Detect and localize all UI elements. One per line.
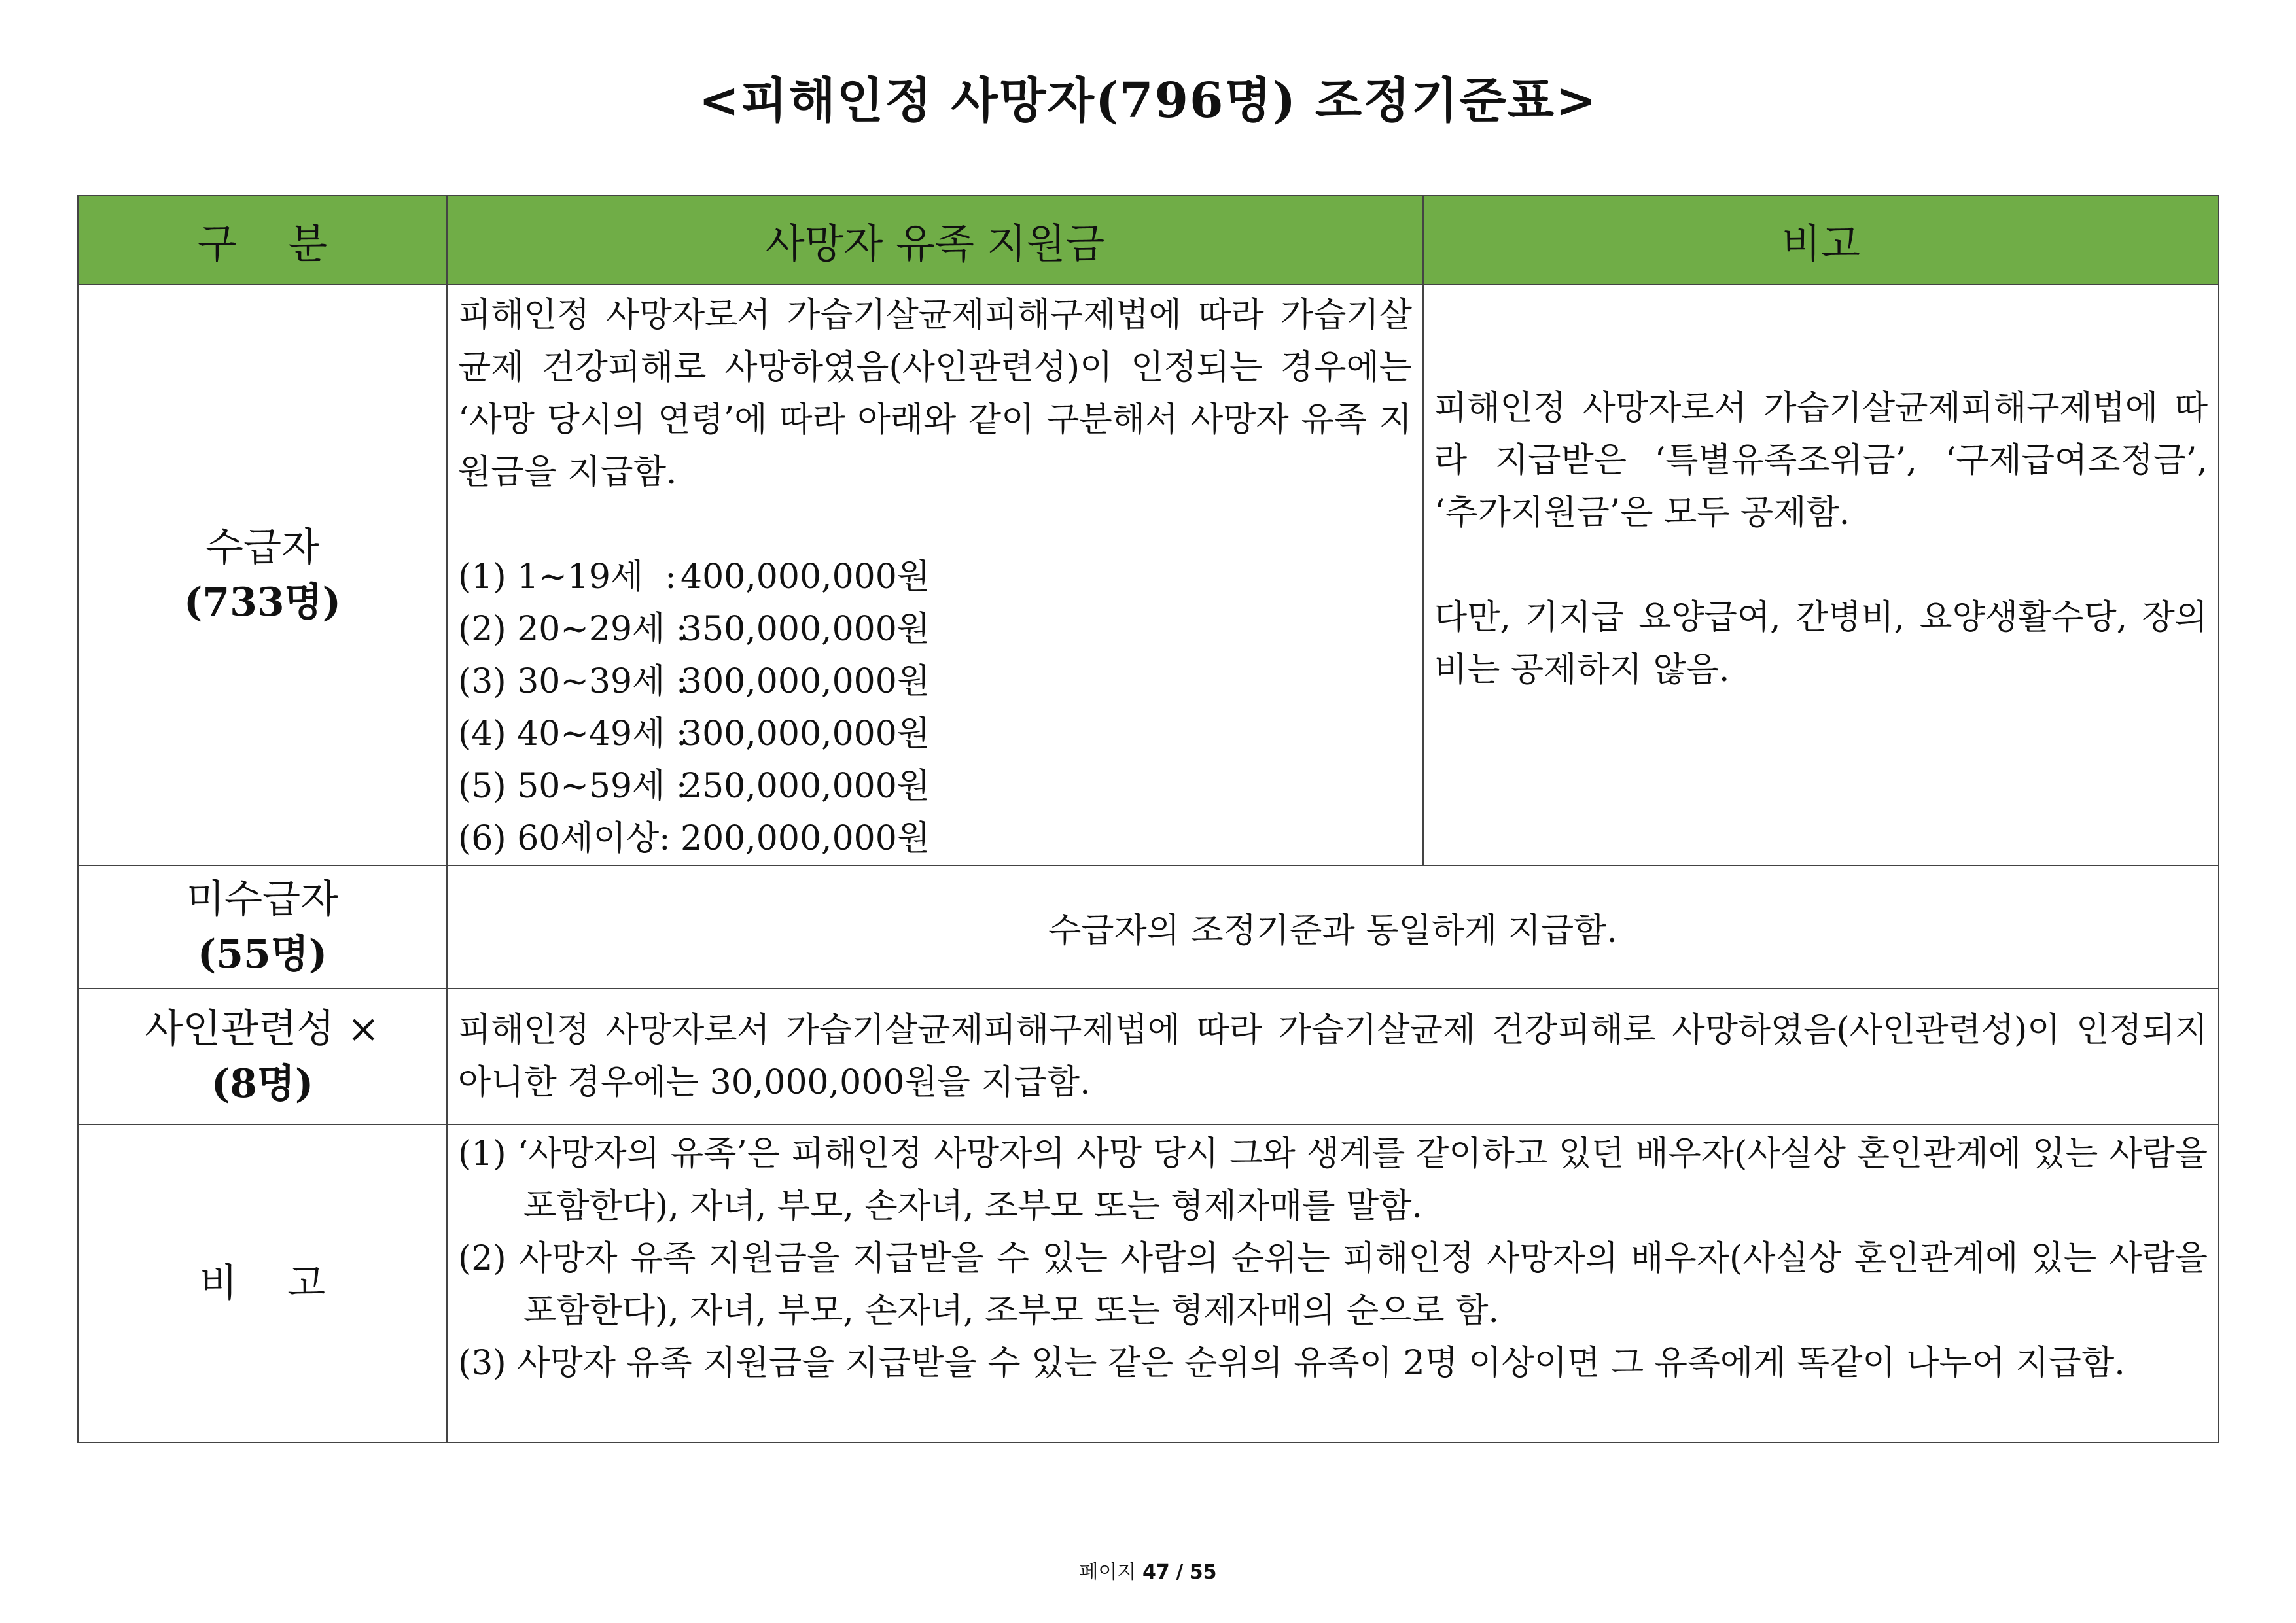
table-row-no-causality (78, 988, 2219, 1125)
note-item-3: (3) 사망자 유족 지원금을 지급받을 수 있는 같은 순위의 유족이 2명 이상이면 그 유족에게 똑같이 나누어 지급함. (458, 1344, 2125, 1383)
recipient-remark-1: 피해인정 사망자로서 가습기살균제피해구제법에 따라 지급받은 ‘특별유족조위금’, ‘구제급여조정금’, ‘추가지원금’은 모두 공제함. (1434, 389, 2208, 532)
amount-age-4: (4) 40~49세 : (458, 714, 688, 754)
recipient-label-cell (78, 285, 447, 865)
amount-age-2: (2) 20~29세 : (458, 610, 688, 649)
amount-age-6: (6) 60세이상: (458, 819, 671, 858)
total-pages: 55 (1189, 1561, 1217, 1584)
recipient-label: 수급자 (205, 525, 319, 570)
notes-label: 비 고 (199, 1261, 326, 1306)
amount-value-2: 350,000,000원 (680, 610, 930, 649)
amount-age-1: (1) 1~19세 : (458, 557, 677, 597)
page-separator: / (1176, 1561, 1184, 1584)
recipient-remark-cell (1423, 285, 2219, 865)
amount-value-5: 250,000,000원 (680, 767, 930, 806)
non-recipient-text: 수급자의 조정기준과 동일하게 지급함. (447, 865, 2219, 988)
non-recipient-count: (55명) (197, 932, 328, 977)
page-label: 페이지 (1079, 1561, 1137, 1584)
note-item-2: (2) 사망자 유족 지원금을 지급받을 수 있는 사람의 순위는 피해인정 사망자의 배우자(사실상 혼인관계에 있는 사람을 포함한다), 자녀, 부모, 손자녀, 조부모 또는 형제자매의 순으로 함. (458, 1239, 2208, 1331)
table-row-non-recipient (78, 865, 2219, 988)
notes-label-cell (78, 1125, 447, 1442)
current-page: 47 (1142, 1561, 1170, 1584)
amount-age-5: (5) 50~59세 : (458, 767, 688, 806)
table-header-row (78, 196, 2219, 285)
amount-value-4: 300,000,000원 (680, 714, 930, 754)
amount-value-3: 300,000,000원 (680, 662, 930, 701)
non-recipient-label: 미수급자 (186, 877, 338, 922)
no-causality-label-cell (78, 988, 447, 1125)
page-title: <피해인정 사망자(796명) 조정기준표> (698, 73, 1598, 129)
amount-value-6: 200,000,000원 (680, 819, 930, 858)
note-item-1: (1) ‘사망자의 유족’은 피해인정 사망자의 사망 당시 그와 생계를 같이하고 있던 배우자(사실상 혼인관계에 있는 사람을 포함한다), 자녀, 부모, 손자녀, 조부모 또는 형제자매를 말함. (458, 1134, 2208, 1226)
recipient-intro: 피해인정 사망자로서 가습기살균제피해구제법에 따라 가습기살균제 건강피해로 사망하였음(사인관련성)이 인정되는 경우에는 ‘사망 당시의 연령’에 따라 아래와 같이 구분해서 사망자 유족 지원금을 지급함. (458, 296, 1412, 492)
non-recipient-label-cell (78, 865, 447, 988)
recipient-support-cell (447, 285, 1423, 865)
no-causality-label: 사인관련성 × (145, 1006, 380, 1052)
no-causality-count: (8명) (211, 1061, 314, 1107)
amount-age-3: (3) 30~39세 : (458, 662, 688, 701)
table-row-recipient (78, 285, 2219, 865)
no-causality-text: 피해인정 사망자로서 가습기살균제피해구제법에 따라 가습기살균제 건강피해로 사망하였음(사인관련성)이 인정되지 아니한 경우에는 30,000,000원을 지급함. (447, 988, 2219, 1125)
recipient-remark-2: 다만, 기지급 요양급여, 간병비, 요양생활수당, 장의비는 공제하지 않음. (1434, 598, 2208, 689)
header-category: 구 분 (78, 196, 447, 285)
page-footer (0, 1556, 2296, 1584)
header-support: 사망자 유족 지원금 (447, 196, 1423, 285)
notes-content-cell (447, 1125, 2219, 1442)
notes-list (458, 1128, 2208, 1389)
amount-value-1: 400,000,000원 (680, 557, 930, 597)
recipient-count: (733명) (184, 580, 341, 625)
amount-list (458, 551, 1412, 865)
table-row-notes (78, 1125, 2219, 1442)
adjustment-standard-table (77, 195, 2219, 1443)
header-remark: 비고 (1423, 196, 2219, 285)
